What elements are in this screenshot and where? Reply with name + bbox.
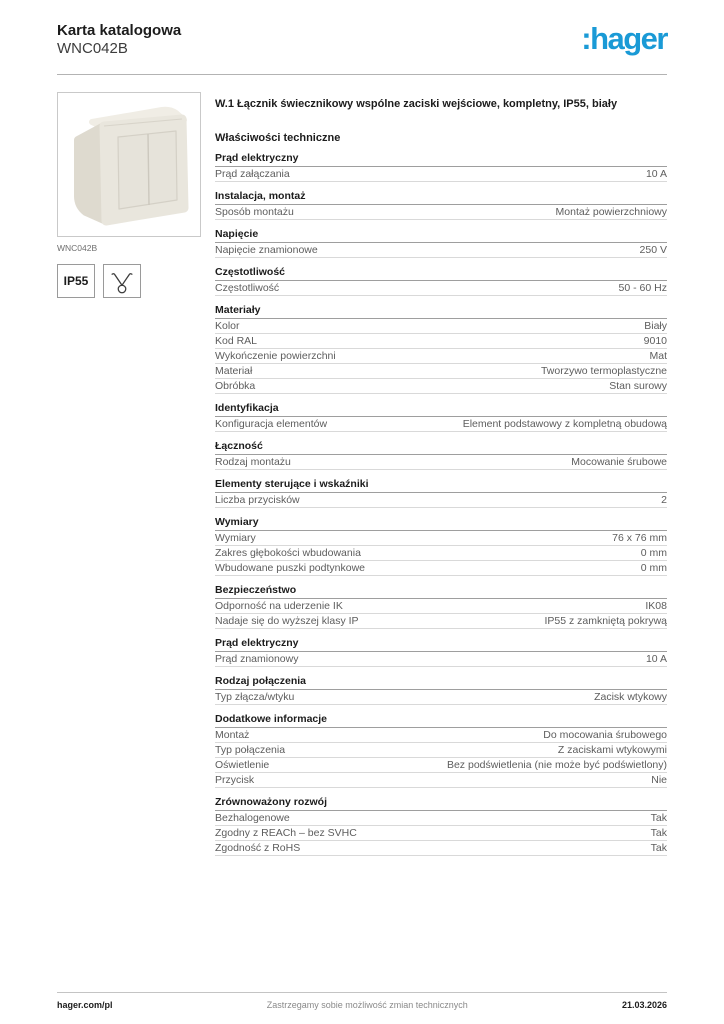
table-row	[215, 561, 667, 576]
spec-label: Montaż	[215, 729, 250, 741]
spec-label: Typ złącza/wtyku	[215, 691, 295, 703]
spec-section	[215, 228, 667, 258]
spec-section	[215, 584, 667, 629]
spec-section	[215, 796, 667, 856]
spec-section	[215, 190, 667, 220]
hager-logo: :hager	[581, 21, 667, 56]
table-row	[215, 743, 667, 758]
spec-value: 50 - 60 Hz	[618, 282, 667, 294]
table-row	[215, 379, 667, 394]
table-row	[215, 319, 667, 334]
spec-section-title: Materiały	[215, 304, 667, 319]
spec-section-title: Częstotliwość	[215, 266, 667, 281]
series-switch-icon	[107, 268, 137, 295]
spec-value: 10 A	[645, 653, 667, 665]
spec-value: 9010	[643, 335, 667, 347]
spec-section-title: Rodzaj połączenia	[215, 675, 667, 690]
table-row	[215, 599, 667, 614]
spec-label: Bezhalogenowe	[215, 812, 290, 824]
spec-label: Prąd znamionowy	[215, 653, 299, 665]
spec-value: 0 mm	[640, 547, 667, 559]
table-row	[215, 841, 667, 856]
spec-label: Zgodny z REACh – bez SVHC	[215, 827, 357, 839]
spec-section	[215, 152, 667, 182]
spec-section-title: Zrównoważony rozwój	[215, 796, 667, 811]
footer-disclaimer: Zastrzegamy sobie możliwość zmian technicznych	[266, 1000, 468, 1010]
specs-column	[215, 92, 667, 856]
ip55-badge-label: IP55	[63, 274, 89, 288]
spec-value: 76 x 76 mm	[612, 532, 667, 544]
spec-section-title: Identyfikacja	[215, 402, 667, 417]
spec-value: Zacisk wtykowy	[594, 691, 667, 703]
spec-label: Obróbka	[215, 380, 256, 392]
spec-section-title: Elementy sterujące i wskaźniki	[215, 478, 667, 493]
spec-label: Nadaje się do wyższej klasy IP	[215, 615, 359, 627]
table-row	[215, 281, 667, 296]
spec-label: Materiał	[215, 365, 253, 377]
table-row	[215, 546, 667, 561]
spec-value: 10 A	[645, 168, 667, 180]
table-row	[215, 531, 667, 546]
spec-label: Sposób montażu	[215, 206, 294, 218]
spec-label: Przycisk	[215, 774, 255, 786]
table-row	[215, 773, 667, 788]
spec-value: Tak	[650, 812, 667, 824]
table-row	[215, 205, 667, 220]
spec-sections	[215, 152, 667, 856]
table-row	[215, 614, 667, 629]
spec-value: 2	[661, 494, 667, 506]
spec-section	[215, 478, 667, 508]
table-row	[215, 728, 667, 743]
spec-section-title: Instalacja, montaż	[215, 190, 667, 205]
spec-section	[215, 675, 667, 705]
spec-label: Typ połączenia	[215, 744, 286, 756]
spec-value: 0 mm	[640, 562, 667, 574]
table-row	[215, 349, 667, 364]
spec-value: Tak	[650, 842, 667, 854]
spec-label: Wbudowane puszki podtynkowe	[215, 562, 366, 574]
page-footer	[57, 992, 667, 1010]
spec-label: Wykończenie powierzchni	[215, 350, 336, 362]
ip55-badge	[57, 264, 95, 298]
spec-section-title: Dodatkowe informacje	[215, 713, 667, 728]
spec-section	[215, 637, 667, 667]
table-row	[215, 493, 667, 508]
footer-website-link[interactable]: hager.com/pl	[57, 1000, 113, 1010]
spec-label: Liczba przycisków	[215, 494, 300, 506]
table-row	[215, 826, 667, 841]
spec-value: Biały	[644, 320, 667, 332]
spec-value: Tak	[650, 827, 667, 839]
spec-label: Konfiguracja elementów	[215, 418, 328, 430]
table-row	[215, 334, 667, 349]
spec-section	[215, 304, 667, 394]
spec-value: Stan surowy	[609, 380, 667, 392]
product-image-caption: WNC042B	[57, 243, 98, 253]
switch-product-photo	[64, 98, 194, 231]
table-row	[215, 455, 667, 470]
spec-label: Odporność na uderzenie IK	[215, 600, 343, 612]
spec-section	[215, 266, 667, 296]
spec-label: Wymiary	[215, 532, 256, 544]
table-row	[215, 243, 667, 258]
product-code: WNC042B	[57, 40, 128, 57]
table-row	[215, 690, 667, 705]
table-row	[215, 167, 667, 182]
spec-label: Oświetlenie	[215, 759, 270, 771]
spec-label: Zgodność z RoHS	[215, 842, 301, 854]
spec-section-title: Napięcie	[215, 228, 667, 243]
spec-value: Montaż powierzchniowy	[555, 206, 667, 218]
spec-label: Napięcie znamionowe	[215, 244, 318, 256]
spec-value: Bez podświetlenia (nie może być podświetlony)	[446, 759, 667, 771]
spec-value: Tworzywo termoplastyczne	[540, 365, 667, 377]
spec-section	[215, 516, 667, 576]
table-row	[215, 758, 667, 773]
table-row	[215, 364, 667, 379]
spec-label: Prąd załączania	[215, 168, 290, 180]
spec-section	[215, 402, 667, 432]
series-switch-symbol-box	[103, 264, 141, 298]
spec-value: Nie	[651, 774, 667, 786]
table-row	[215, 652, 667, 667]
spec-label: Rodzaj montażu	[215, 456, 291, 468]
spec-section-title: Wymiary	[215, 516, 667, 531]
header-divider	[57, 74, 667, 75]
spec-section-title: Bezpieczeństwo	[215, 584, 667, 599]
page-title: Karta katalogowa	[57, 22, 182, 39]
title-block	[57, 22, 181, 58]
spec-value: Element podstawowy z kompletną obudową	[462, 418, 667, 430]
product-description: W.1 Łącznik świecznikowy wspólne zaciski wejściowe, kompletny, IP55, biały	[215, 98, 618, 110]
spec-label: Częstotliwość	[215, 282, 280, 294]
spec-value: IK08	[645, 600, 667, 612]
spec-value: Do mocowania śrubowego	[543, 729, 667, 741]
spec-value: IP55 z zamkniętą pokrywą	[544, 615, 667, 627]
product-media-column	[57, 92, 201, 856]
properties-heading: Właściwości techniczne	[215, 132, 341, 144]
spec-value: Mat	[649, 350, 667, 362]
spec-section-title: Łączność	[215, 440, 667, 455]
table-row	[215, 417, 667, 432]
spec-value: Z zaciskami wtykowymi	[557, 744, 667, 756]
page-header	[57, 22, 667, 58]
spec-section	[215, 713, 667, 788]
table-row	[215, 811, 667, 826]
spec-section-title: Prąd elektryczny	[215, 637, 667, 652]
spec-value: Mocowanie śrubowe	[571, 456, 667, 468]
spec-label: Kolor	[215, 320, 240, 332]
spec-section	[215, 440, 667, 470]
spec-label: Kod RAL	[215, 335, 258, 347]
spec-value: 250 V	[639, 244, 667, 256]
product-image	[57, 92, 201, 237]
spec-label: Zakres głębokości wbudowania	[215, 547, 361, 559]
footer-date: 21.03.2026	[621, 1000, 667, 1010]
spec-section-title: Prąd elektryczny	[215, 152, 667, 167]
